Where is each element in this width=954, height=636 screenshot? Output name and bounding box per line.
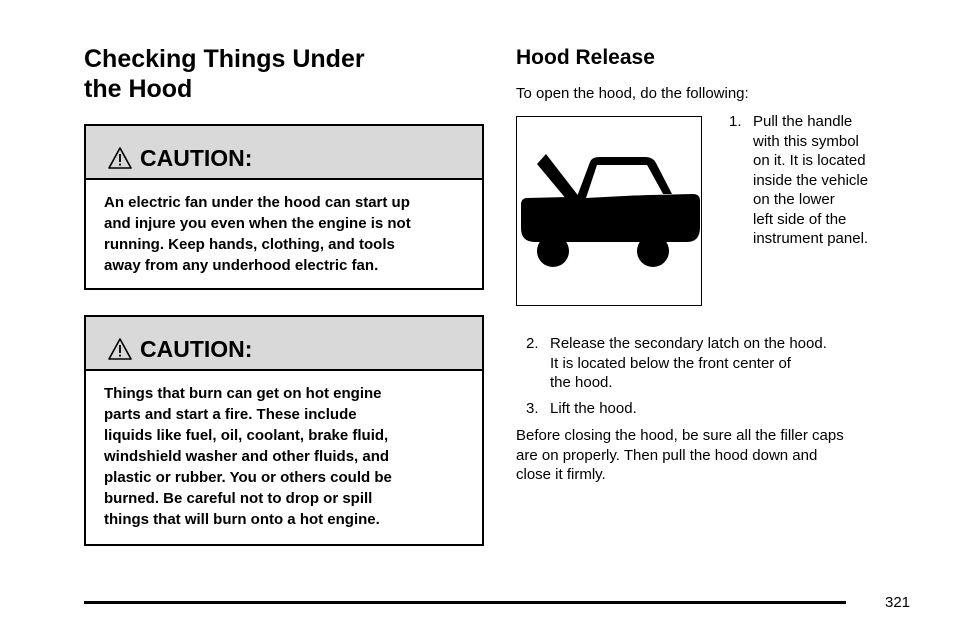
caution-line: Things that burn can get on hot engine bbox=[104, 385, 382, 402]
step-line: Release the secondary latch on the hood. bbox=[550, 335, 827, 352]
caution-line: parts and start a fire. These include bbox=[104, 406, 357, 423]
caution-line: burned. Be careful not to drop or spill bbox=[104, 490, 373, 507]
caution-text bbox=[86, 180, 482, 290]
intro-text: To open the hood, do the following: bbox=[516, 85, 749, 102]
caution-line: liquids like fuel, oil, coolant, brake fluid, bbox=[104, 427, 389, 444]
caution-line: running. Keep hands, clothing, and tools bbox=[104, 236, 395, 253]
step-line: Pull the handle bbox=[753, 113, 853, 130]
footer-rule bbox=[84, 601, 846, 604]
page-title bbox=[84, 44, 484, 104]
caution-line: plastic or rubber. You or others could be bbox=[104, 469, 392, 486]
caution-line: and injure you even when the engine is not bbox=[104, 215, 411, 232]
caution-line: An electric fan under the hood can start up bbox=[104, 194, 410, 211]
caution-label: CAUTION: bbox=[140, 144, 253, 171]
step-line: on the lower bbox=[753, 191, 835, 208]
step-line: inside the vehicle bbox=[753, 171, 869, 189]
step-number: 3. bbox=[526, 400, 539, 417]
caution-label: CAUTION: bbox=[140, 335, 253, 362]
step-line: instrument panel. bbox=[753, 230, 869, 247]
step-line: the hood. bbox=[550, 374, 613, 391]
caution-box-fan bbox=[84, 124, 484, 290]
caution-text bbox=[86, 371, 482, 544]
warning-triangle-icon bbox=[108, 337, 132, 361]
hood-release-figure bbox=[516, 116, 702, 306]
step-line: left side of the bbox=[753, 210, 847, 228]
title-line-2: the Hood bbox=[84, 75, 193, 103]
warning-triangle-icon bbox=[108, 146, 132, 170]
title-line-1: Checking Things Under bbox=[84, 45, 365, 73]
step-number: 1. bbox=[729, 113, 742, 130]
closing-paragraph bbox=[516, 426, 844, 485]
page-number: 321 bbox=[885, 594, 911, 611]
caution-box-fire bbox=[84, 315, 484, 546]
caution-line: away from any underhood electric fan. bbox=[104, 257, 379, 274]
closing-line: are on properly. Then pull the hood down and bbox=[516, 446, 818, 464]
section-heading: Hood Release bbox=[516, 46, 655, 69]
caution-header bbox=[86, 317, 482, 371]
step-line: on it. It is located bbox=[753, 152, 866, 169]
hood-release-car-icon bbox=[517, 117, 703, 307]
step-number: 2. bbox=[526, 335, 539, 352]
step-line: with this symbol bbox=[753, 132, 859, 150]
step-line: Lift the hood. bbox=[550, 400, 637, 417]
caution-line: things that will burn onto a hot engine. bbox=[104, 511, 380, 528]
closing-line: Before closing the hood, be sure all the filler caps bbox=[516, 427, 844, 444]
closing-line: close it firmly. bbox=[516, 466, 606, 483]
step-line: It is located below the front center of bbox=[550, 354, 791, 372]
caution-line: windshield washer and other fluids, and bbox=[104, 448, 390, 465]
caution-header bbox=[86, 126, 482, 180]
